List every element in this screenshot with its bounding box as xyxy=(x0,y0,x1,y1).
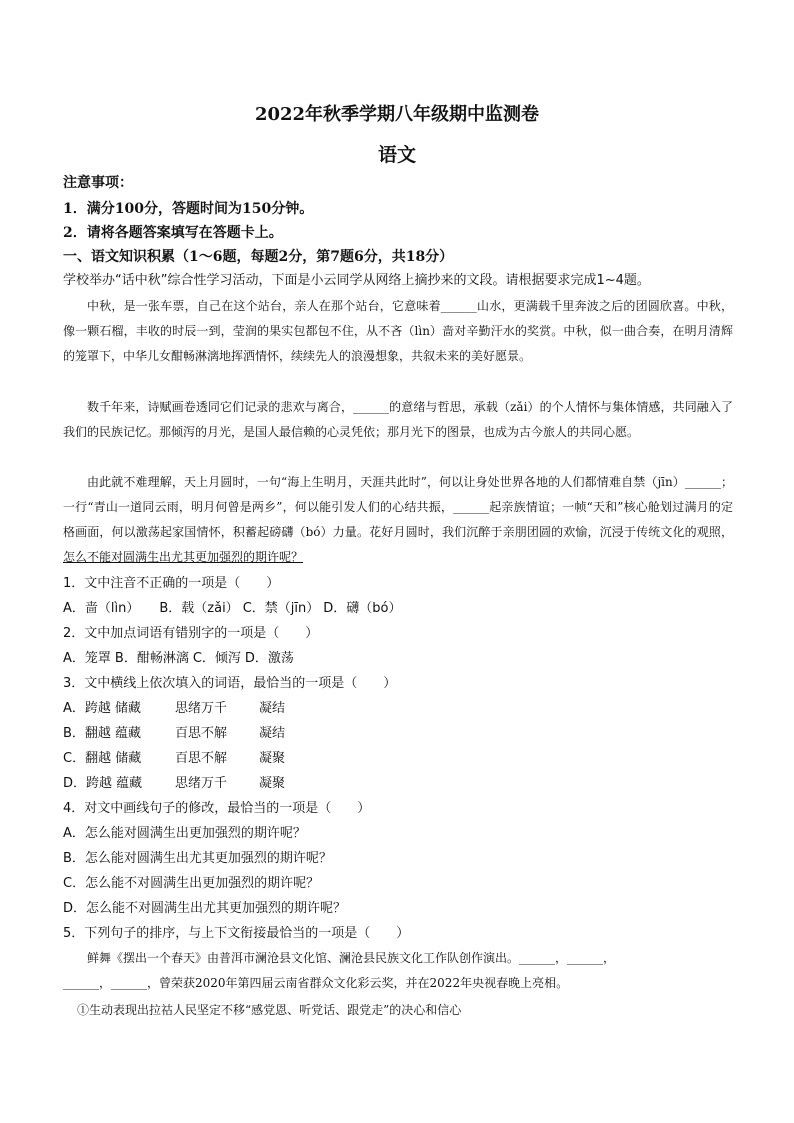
q5-passage xyxy=(63,946,733,996)
notes-heading: 注意事项： xyxy=(63,175,133,191)
question-1-stem: 1．文中注音不正确的一项是（ ） xyxy=(63,576,280,591)
q3-option-a xyxy=(63,697,285,716)
q4-option-c: C．怎么能不对圆满生出更加强烈的期许呢？ xyxy=(63,876,320,891)
q3-option-d xyxy=(63,772,285,791)
q4-option-a: A．怎么能对圆满生出更加强烈的期许呢？ xyxy=(63,826,306,841)
question-2-stem: 2．文中加点词语有错别字的一项是（ ） xyxy=(63,626,319,641)
q3-a-words: A．跨越 储藏 xyxy=(63,701,142,716)
passage-text-3: 由此就不难理解，天上月圆时，一句“海上生明月，天涯共此时”，何以让身处世界各地的人们都情难自禁（jīn）______；一行“青山一道同云雨，明月何曾是两乡”，何以能引发人们的心结共振，______起亲族情谊；一帧“天和”核心舱划过满月的定格画面，何以激荡起家国情怀，积蓄起磅礴（bó）力量。花好月圆时，我们沉醉于亲朋团圆的欢愉，沉浸于传统文化的观照， xyxy=(63,475,733,539)
q3-d-verb: 凝聚 xyxy=(259,776,286,791)
q4-option-d: D．怎么能不对圆满生出尤其更加强烈的期许呢？ xyxy=(63,901,347,916)
q3-d-words: D．跨越 蕴藏 xyxy=(63,776,143,791)
q1-option-b: B．载（zǎi） xyxy=(159,601,239,616)
passage-paragraph-2 xyxy=(63,395,733,445)
question-5-stem: 5．下列句子的排序，与上下文衔接最恰当的一项是（ ） xyxy=(63,926,410,941)
q4-option-b: B．怎么能对圆满生出尤其更加强烈的期许呢？ xyxy=(63,851,332,866)
section-1-intro: 学校举办“话中秋”综合性学习活动，下面是小云同学从网络上摘抄来的文段。请根据要求完成1~4题。 xyxy=(63,273,650,288)
question-3-stem: 3．文中横线上依次填入的词语，最恰当的一项是（ ） xyxy=(63,676,397,691)
passage-text-1: 中秋，是一张车票，自己在这个站台，亲人在那个站台，它意味着______山水，更满载千里奔波之后的团圆欣喜。中秋，像一颗石榴，丰收的时辰一到，莹润的果实包都包不住，从不吝（lìn）啬对辛勤汗水的奖赏。中秋，似一曲合奏，在明月清辉的笼罩下，中华儿女酣畅淋漓地挥洒情怀，续续先人的浪漫想象，共叙未来的美好愿景。 xyxy=(63,299,733,363)
q3-option-b xyxy=(63,722,285,741)
underlined-sentence: 怎么不能对圆满生出尤其更加强烈的期许呢？ xyxy=(63,550,304,564)
q2-option-c: C．倾泻 xyxy=(192,651,241,666)
note-item-2: 2．请将各题答案填写在答题卡上。 xyxy=(63,225,283,241)
q3-c-idiom: 百思不解 xyxy=(175,751,228,766)
section-1-heading: 一、语文知识积累（1～6题，每题2分，第7题6分，共18分） xyxy=(63,249,454,265)
q2-option-a: A．笼罩 xyxy=(63,651,111,666)
q3-a-verb: 凝结 xyxy=(259,701,286,716)
q3-b-idiom: 百思不解 xyxy=(175,726,228,741)
q5-passage-line-2: ______，______，曾荣获2020年第四届云南省群众文化彩云奖，并在2022年央视春晚上亮相。 xyxy=(63,976,569,990)
passage-paragraph-3 xyxy=(63,470,733,570)
q3-c-words: C．翻越 储藏 xyxy=(63,751,142,766)
question-4-stem: 4．对文中画线句子的修改，最恰当的一项是（ ） xyxy=(63,801,371,816)
q3-b-verb: 凝结 xyxy=(259,726,286,741)
q3-option-c xyxy=(63,747,285,766)
q5-item-1 xyxy=(77,998,733,1023)
q5-item-1-text: ①生动表现出拉祜人民坚定不移“感党恩、听党话、跟党走”的决心和信心 xyxy=(77,1003,462,1017)
passage-paragraph-1 xyxy=(63,294,733,369)
q2-option-b: B．酣畅淋漓 xyxy=(114,651,189,666)
question-1-options xyxy=(63,597,401,616)
note-item-1: 1．满分100分，答题时间为150分钟。 xyxy=(63,201,314,217)
q5-passage-line-1: 鲜舞《摆出一个春天》由普洱市澜沧县文化馆、澜沧县民族文化工作队创作演出。______，______， xyxy=(87,951,616,965)
q3-c-verb: 凝聚 xyxy=(259,751,286,766)
question-2-options xyxy=(63,647,294,666)
q1-option-a: A．啬（lìn） xyxy=(63,601,140,616)
exam-title: 2022年秋季学期八年级期中监测卷 xyxy=(254,104,540,125)
exam-subject: 语文 xyxy=(377,144,416,166)
passage-text-2: 数千年来，诗赋画卷透同它们记录的悲欢与离合，______的意绪与哲思，承载（zǎi）的个人情怀与集体情感，共同融入了我们的民族记忆。那倾泻的月光，是国人最信赖的心灵凭依；那月光下的图景，也成为古今旅人的共同心愿。 xyxy=(63,400,733,439)
q3-a-idiom: 思绪万千 xyxy=(175,701,228,716)
q1-option-d: D．礴（bó） xyxy=(323,601,402,616)
q1-option-c: C．禁（jīn） xyxy=(242,601,320,616)
q2-option-d: D．激荡 xyxy=(244,651,294,666)
q3-b-words: B．翻越 蕴藏 xyxy=(63,726,142,741)
q3-d-idiom: 思绪万千 xyxy=(175,776,228,791)
